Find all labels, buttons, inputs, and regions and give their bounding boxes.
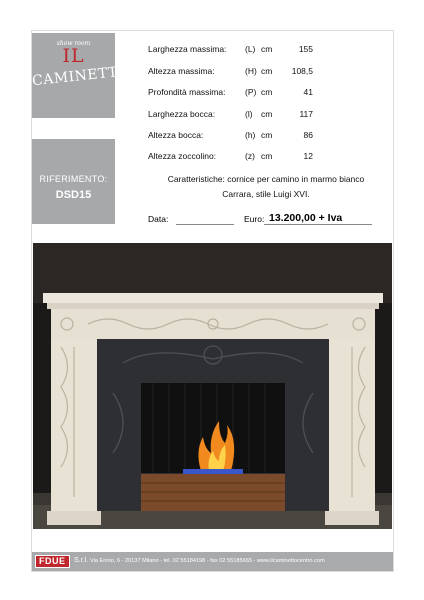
- spec-label: Profondità massima:: [148, 87, 226, 97]
- spec-symbol: (L): [245, 44, 256, 54]
- description-line: Carrara, stile Luigi XVI.: [222, 189, 310, 199]
- spec-value: 12: [303, 151, 313, 161]
- brand-logo: [31, 33, 131, 118]
- product-sheet: [31, 30, 394, 572]
- spec-unit: cm: [261, 87, 273, 97]
- fireplace-photo: [33, 243, 392, 529]
- price-value: 13.200,00 + Iva: [269, 212, 343, 224]
- spec-row-opening-height: [148, 130, 383, 144]
- spec-unit: cm: [261, 66, 273, 76]
- spec-label: Altezza zoccolino:: [148, 151, 217, 161]
- logo-tagline: show room: [56, 40, 91, 47]
- logo-il: IL: [62, 45, 85, 67]
- spec-row-plinth-height: [148, 151, 383, 165]
- spec-symbol: (H): [245, 66, 257, 76]
- spec-row-height: [148, 66, 383, 80]
- spec-value: 108,5: [291, 66, 313, 76]
- spec-unit: cm: [261, 44, 273, 54]
- footer-bar: [32, 552, 393, 571]
- reference-code: DSD15: [55, 189, 92, 201]
- spec-value: 155: [298, 44, 313, 54]
- spec-label: Altezza massima:: [148, 66, 215, 76]
- spec-value: 41: [303, 87, 313, 97]
- date-field-line: [176, 224, 234, 225]
- spec-unit: cm: [261, 109, 273, 119]
- spec-row-depth: [148, 87, 383, 101]
- footer-address: Via Ennio, 6 - 20137 Milano - tel. 02 55184198 - fax 02 55185665 - www.ilcaminettocentro.com: [90, 558, 325, 564]
- spec-symbol: (l): [245, 109, 253, 119]
- date-label: Data:: [148, 214, 169, 224]
- spec-unit: cm: [261, 130, 273, 140]
- footer-logo: FDUE: [35, 555, 70, 568]
- spec-label: Larghezza bocca:: [148, 109, 216, 119]
- price-field-line: [264, 224, 372, 225]
- reference-label: RIFERIMENTO:: [39, 174, 108, 184]
- spec-unit: cm: [261, 151, 273, 161]
- footer-company-type: S.r.l.: [74, 557, 89, 564]
- spec-label: Altezza bocca:: [148, 130, 204, 140]
- spec-symbol: (P): [245, 87, 257, 97]
- spec-symbol: (z): [245, 151, 255, 161]
- spec-row-opening-width: [148, 109, 383, 123]
- spec-label: Larghezza massima:: [148, 44, 227, 54]
- product-description: [146, 172, 386, 202]
- price-currency-label: Euro:: [244, 214, 265, 224]
- description-line: Caratteristiche: cornice per camino in marmo bianco: [167, 174, 365, 184]
- spec-symbol: (h): [245, 130, 256, 140]
- reference-box: [32, 139, 115, 224]
- logo-name: CAMINETTO: [31, 63, 131, 90]
- spec-value: 86: [303, 130, 313, 140]
- spec-row-width: [148, 44, 383, 58]
- spec-value: 117: [299, 109, 313, 119]
